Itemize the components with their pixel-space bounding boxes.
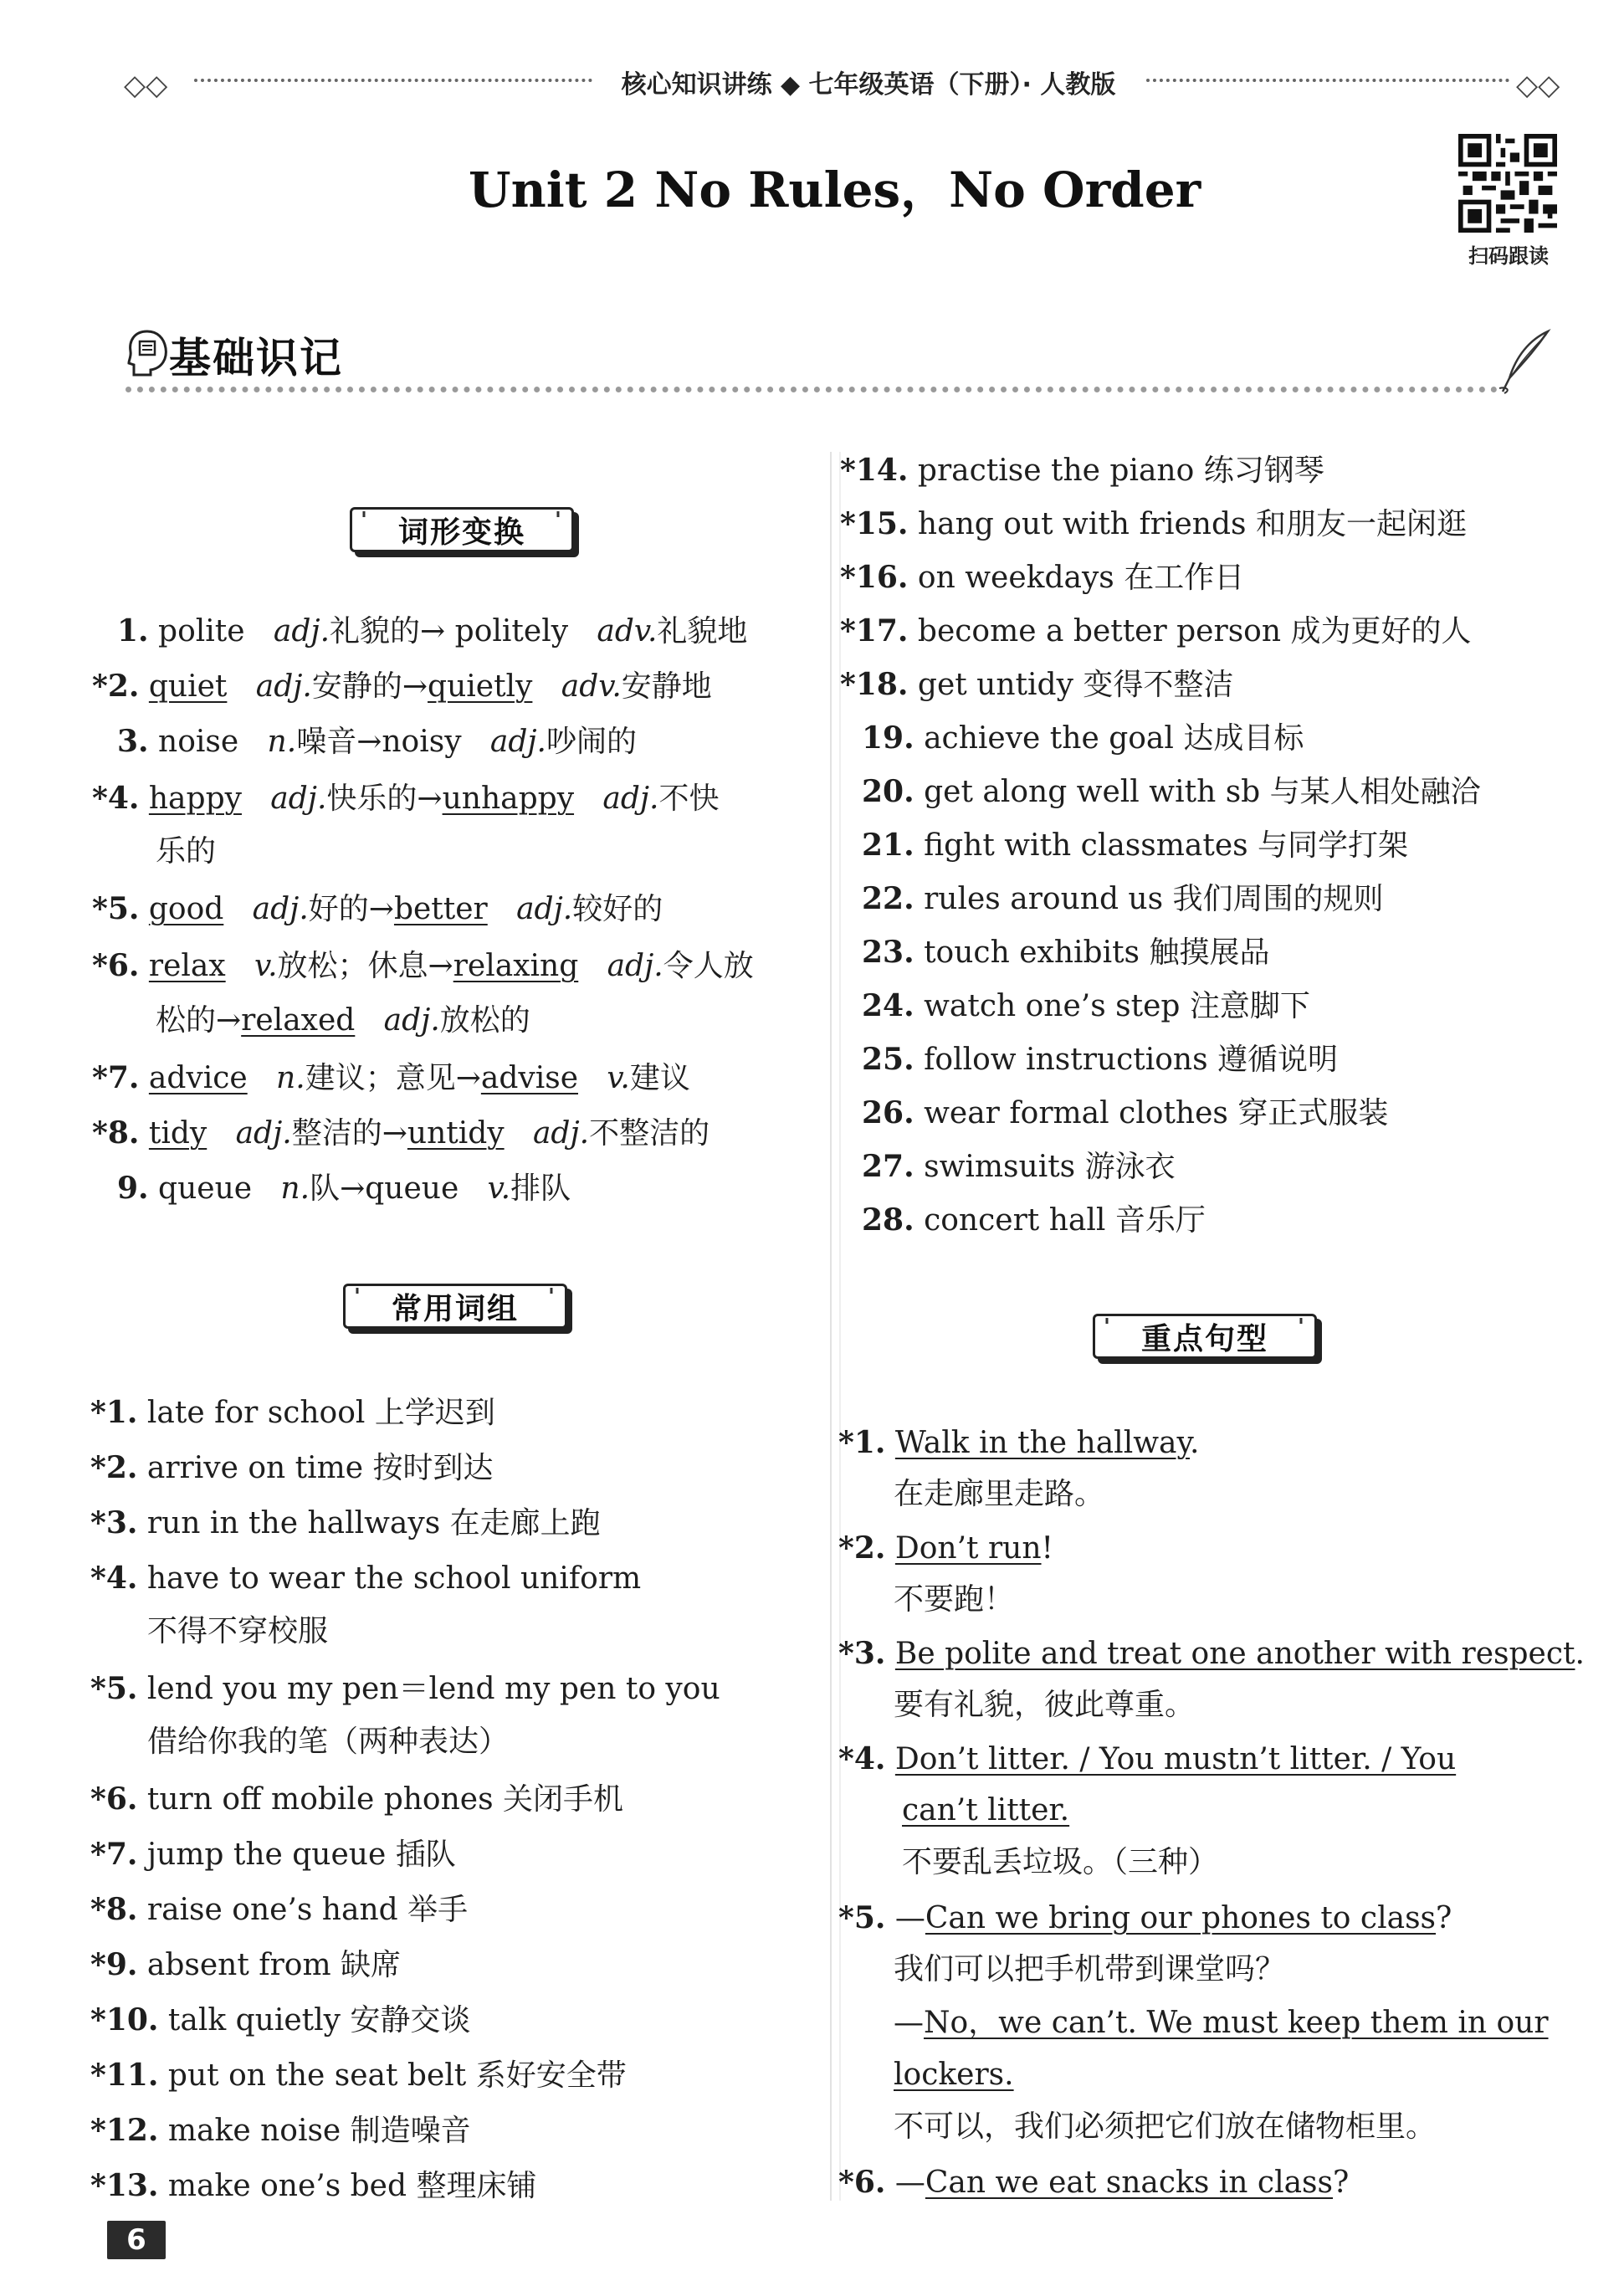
sentence-translation: 我们可以把手机带到课堂吗？ — [894, 1952, 1286, 1986]
list-item: *16. on weekdays 在工作日 — [840, 560, 1245, 595]
sentence-translation: 不要跑！ — [894, 1582, 1015, 1617]
sentence-continuation: can’t litter. — [902, 1793, 1070, 1827]
list-item: *4. happy adj.快乐的→unhappy adj.不快 — [92, 781, 720, 816]
list-item: *1. late for school 上学迟到 — [90, 1395, 495, 1430]
header-dotted-rule-right — [1146, 79, 1509, 82]
list-item: *10. talk quietly 安静交谈 — [90, 2002, 471, 2038]
qr-label: 扫码跟读 — [1468, 244, 1549, 268]
list-item: 19. achieve the goal 达成目标 — [862, 720, 1304, 756]
qr-code-icon[interactable] — [1458, 134, 1557, 233]
header-diamond-icon-left: ◇◇ — [124, 69, 168, 102]
list-item: *5. lend you my pen＝lend my pen to you — [90, 1671, 720, 1706]
list-item: *17. become a better person 成为更好的人 — [840, 613, 1472, 648]
box-word-forms: ' 词形变换 ' — [350, 507, 574, 552]
list-item: 26. wear formal clothes 穿正式服装 — [862, 1095, 1389, 1130]
list-item: *7. advice n.建议；意见→advise v.建议 — [92, 1060, 690, 1095]
list-item: *11. put on the seat belt 系好安全带 — [90, 2058, 627, 2093]
list-item-continuation: 不得不穿校服 — [147, 1614, 329, 1648]
list-item-continuation: 借给你我的笔（两种表达） — [147, 1725, 510, 1759]
list-item: 25. follow instructions 遵循说明 — [862, 1042, 1339, 1077]
sentence-item: *1. Walk in the hallway. — [838, 1425, 1200, 1460]
list-item: 1. polite adj.礼貌的→ politely adv.礼貌地 — [117, 613, 748, 648]
list-item: *7. jump the queue 插队 — [90, 1837, 456, 1872]
list-item: 21. fight with classmates 与同学打架 — [862, 828, 1409, 863]
list-item: *14. practise the piano 练习钢琴 — [840, 453, 1324, 488]
list-item: 20. get along well with sb 与某人相处融洽 — [862, 774, 1481, 809]
list-item: *12. make noise 制造噪音 — [90, 2113, 471, 2148]
list-item: *13. make one’s bed 整理床铺 — [90, 2168, 537, 2203]
header-diamond-icon-right: ◇◇ — [1516, 69, 1560, 102]
list-item: *4. have to wear the school uniform — [90, 1561, 642, 1596]
sentence-item: *2. Don’t run! — [838, 1530, 1053, 1566]
box-sentences: ' 重点句型 ' — [1093, 1314, 1317, 1359]
list-item-continuation: 松的→relaxed adj.放松的 — [156, 1003, 530, 1038]
sentence-translation: 不要乱丢垃圾。（三种） — [902, 1845, 1219, 1879]
list-item: 22. rules around us 我们周围的规则 — [862, 881, 1384, 916]
sentence-translation: 在走廊里走路。 — [894, 1477, 1105, 1511]
section-dotted-rule — [126, 387, 1498, 392]
list-item: *15. hang out with friends 和朋友一起闲逛 — [840, 506, 1467, 541]
section-title: 基础识记 — [169, 334, 343, 382]
list-item: *2. arrive on time 按时到达 — [90, 1450, 494, 1485]
list-item: 3. noise n.噪音→noisy adj.吵闹的 — [117, 724, 638, 759]
list-item: *5. good adj.好的→better adj.较好的 — [92, 891, 663, 926]
sentence-translation: 要有礼貌，彼此尊重。 — [894, 1688, 1196, 1722]
sentence-item: *6. —Can we eat snacks in class? — [838, 2165, 1350, 2200]
list-item: *8. tidy adj.整洁的→untidy adj.不整洁的 — [92, 1115, 710, 1151]
list-item: 28. concert hall 音乐厅 — [862, 1202, 1206, 1238]
list-item: *6. turn off mobile phones 关闭手机 — [90, 1781, 624, 1817]
sentence-item: *5. —Can we bring our phones to class? — [838, 1900, 1452, 1935]
list-item: *8. raise one’s hand 举手 — [90, 1892, 469, 1927]
list-item: *6. relax v.放松；休息→relaxing adj.令人放 — [92, 948, 754, 983]
sentence-answer: —No，we can’t. We must keep them in our — [894, 2006, 1549, 2040]
sentence-continuation: lockers. — [894, 2058, 1014, 2092]
column-divider — [830, 452, 832, 2201]
sentence-item: *3. Be polite and treat one another with respect. — [838, 1636, 1585, 1671]
list-item: 23. touch exhibits 触摸展品 — [862, 935, 1270, 970]
sentence-translation: 不可以，我们必须把它们放在储物柜里。 — [894, 2109, 1437, 2144]
list-item-continuation: 乐的 — [156, 834, 217, 869]
running-title: 核心知识讲练 ◆ 七年级英语（下册）· 人教版 — [621, 70, 1116, 100]
unit-title: Unit 2 No Rules，No Order — [469, 161, 1201, 218]
list-item: *18. get untidy 变得不整洁 — [840, 667, 1234, 702]
page-number: 6 — [107, 2221, 166, 2259]
head-icon — [126, 328, 169, 382]
list-item: 24. watch one’s step 注意脚下 — [862, 988, 1310, 1023]
list-item: *2. quiet adj.安静的→quietly adv.安静地 — [92, 669, 712, 704]
list-item: *3. run in the hallways 在走廊上跑 — [90, 1505, 601, 1540]
list-item: *9. absent from 缺席 — [90, 1947, 402, 1982]
box-phrases: ' 常用词组 ' — [343, 1284, 567, 1329]
quill-pen-icon — [1496, 328, 1555, 395]
header-dotted-rule-left — [194, 79, 592, 82]
list-item: 27. swimsuits 游泳衣 — [862, 1149, 1176, 1184]
section-heading — [126, 325, 343, 385]
sentence-item: *4. Don’t litter. / You mustn’t litter. / You — [838, 1741, 1457, 1776]
list-item: 9. queue n.队→queue v.排队 — [117, 1171, 571, 1206]
